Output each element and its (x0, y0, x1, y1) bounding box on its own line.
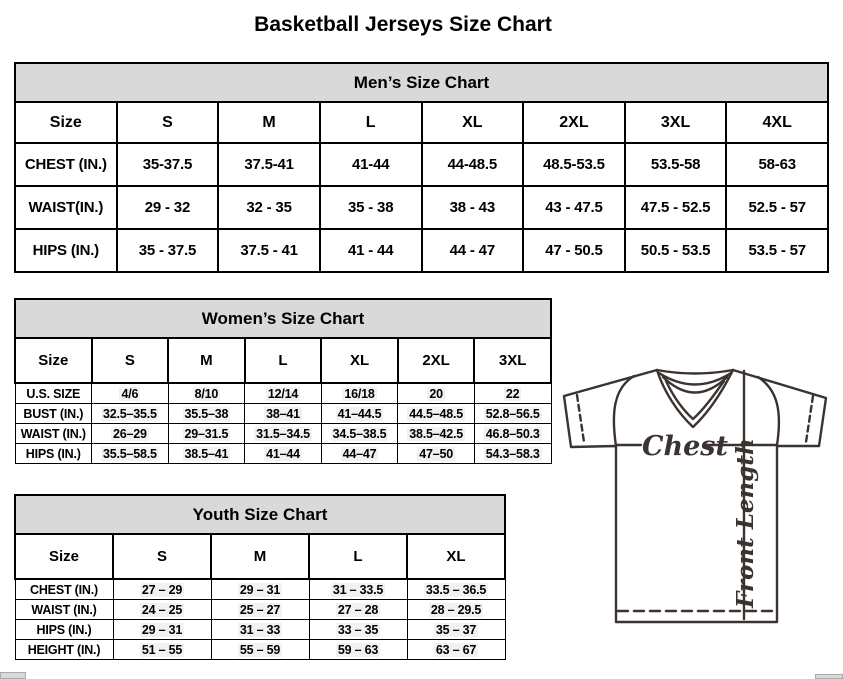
womens-table-cell: 31.5–34.5 (245, 424, 322, 444)
mens-column-header: L (320, 102, 422, 143)
mens-table-cell: 53.5 - 57 (726, 229, 828, 272)
youth-row-label: HEIGHT (IN.) (15, 640, 113, 660)
youth-column-header: M (211, 534, 309, 579)
youth-table-cell: 55 – 59 (211, 640, 309, 660)
womens-row-label: HIPS (IN.) (15, 444, 92, 464)
womens-table-cell: 20 (398, 383, 475, 404)
youth-table-cell: 29 – 31 (211, 579, 309, 600)
womens-table-body (15, 383, 551, 464)
page-title: Basketball Jerseys Size Chart (254, 13, 552, 36)
right-armhole-seam (758, 377, 779, 445)
youth-table-body (15, 579, 505, 660)
womens-table-cell: 54.3–58.3 (474, 444, 551, 464)
youth-row-label: HIPS (IN.) (15, 620, 113, 640)
mens-column-header: Size (15, 102, 117, 143)
womens-column-header: 3XL (474, 338, 551, 383)
youth-table-row (15, 600, 505, 620)
mens-table-cell: 58-63 (726, 143, 828, 186)
youth-title-row (15, 495, 505, 534)
womens-title-row (15, 299, 551, 338)
womens-table-cell: 52.8–56.5 (474, 404, 551, 424)
mens-column-header: M (218, 102, 320, 143)
mens-table-row (15, 143, 828, 186)
mens-table-cell: 37.5-41 (218, 143, 320, 186)
mens-table-cell: 35 - 37.5 (117, 229, 219, 272)
womens-table-cell: 35.5–38 (168, 404, 245, 424)
womens-table-cell: 29–31.5 (168, 424, 245, 444)
mens-table-cell: 48.5-53.5 (523, 143, 625, 186)
womens-row-label: WAIST (IN.) (15, 424, 92, 444)
mens-column-header: 4XL (726, 102, 828, 143)
youth-table-title: Youth Size Chart (15, 495, 505, 534)
womens-table-cell: 38.5–42.5 (398, 424, 475, 444)
youth-row-label: WAIST (IN.) (15, 600, 113, 620)
womens-column-header: 2XL (398, 338, 475, 383)
front-length-label: Front Length (732, 438, 759, 608)
mens-table-cell: 44 - 47 (422, 229, 524, 272)
mens-table-cell: 37.5 - 41 (218, 229, 320, 272)
youth-column-header: L (309, 534, 407, 579)
womens-header-row (15, 338, 551, 383)
womens-table-cell: 44.5–48.5 (398, 404, 475, 424)
womens-table-cell: 47–50 (398, 444, 475, 464)
womens-column-header: S (92, 338, 169, 383)
mens-table-title: Men’s Size Chart (15, 63, 828, 102)
womens-table-cell: 26–29 (92, 424, 169, 444)
mens-table-cell: 43 - 47.5 (523, 186, 625, 229)
mens-table-cell: 52.5 - 57 (726, 186, 828, 229)
youth-column-header: S (113, 534, 211, 579)
left-armhole-seam (614, 376, 634, 446)
youth-table-row (15, 579, 505, 600)
womens-table-row (15, 424, 551, 444)
youth-table-cell: 28 – 29.5 (407, 600, 505, 620)
womens-size-table (14, 298, 552, 464)
womens-table-cell: 46.8–50.3 (474, 424, 551, 444)
right-cuff-dashed-line (806, 396, 813, 442)
mens-table-cell: 41 - 44 (320, 229, 422, 272)
youth-table-cell: 33.5 – 36.5 (407, 579, 505, 600)
youth-table-cell: 29 – 31 (113, 620, 211, 640)
youth-table-cell: 31 – 33 (211, 620, 309, 640)
youth-header-row (15, 534, 505, 579)
womens-table-cell: 12/14 (245, 383, 322, 404)
mens-table-cell: 35 - 38 (320, 186, 422, 229)
mens-table-cell: 32 - 35 (218, 186, 320, 229)
jersey-measurement-diagram (552, 356, 843, 628)
womens-table-cell: 44–47 (321, 444, 398, 464)
womens-column-header: Size (15, 338, 92, 383)
mens-table-row (15, 186, 828, 229)
womens-table-title: Women’s Size Chart (15, 299, 551, 338)
scrollbar-fragment-right[interactable] (815, 674, 843, 679)
womens-table-cell: 34.5–38.5 (321, 424, 398, 444)
womens-column-header: XL (321, 338, 398, 383)
womens-table-cell: 38–41 (245, 404, 322, 424)
mens-table-cell: 47 - 50.5 (523, 229, 625, 272)
womens-table-cell: 38.5–41 (168, 444, 245, 464)
youth-column-header: XL (407, 534, 505, 579)
youth-column-header: Size (15, 534, 113, 579)
womens-table-cell: 41–44.5 (321, 404, 398, 424)
jersey-outline (564, 370, 826, 622)
mens-table-cell: 47.5 - 52.5 (625, 186, 727, 229)
womens-table-cell: 22 (474, 383, 551, 404)
mens-column-header: 2XL (523, 102, 625, 143)
scrollbar-fragment-left[interactable] (0, 672, 26, 679)
womens-column-header: M (168, 338, 245, 383)
womens-table-cell: 8/10 (168, 383, 245, 404)
mens-size-table (14, 62, 829, 273)
mens-column-header: 3XL (625, 102, 727, 143)
left-cuff-dashed-line (577, 395, 584, 442)
mens-table-cell: 35-37.5 (117, 143, 219, 186)
youth-table-cell: 63 – 67 (407, 640, 505, 660)
youth-table-cell: 31 – 33.5 (309, 579, 407, 600)
mens-column-header: S (117, 102, 219, 143)
youth-table-cell: 51 – 55 (113, 640, 211, 660)
youth-size-table (14, 494, 506, 660)
youth-table-cell: 33 – 35 (309, 620, 407, 640)
womens-table-row (15, 404, 551, 424)
womens-table-cell: 41–44 (245, 444, 322, 464)
youth-table-cell: 24 – 25 (113, 600, 211, 620)
mens-row-label: HIPS (IN.) (15, 229, 117, 272)
youth-table-cell: 25 – 27 (211, 600, 309, 620)
womens-row-label: BUST (IN.) (15, 404, 92, 424)
youth-table-cell: 27 – 29 (113, 579, 211, 600)
youth-table-row (15, 620, 505, 640)
womens-column-header: L (245, 338, 322, 383)
womens-table-cell: 35.5–58.5 (92, 444, 169, 464)
youth-table-cell: 35 – 37 (407, 620, 505, 640)
womens-table-row (15, 383, 551, 404)
womens-table-cell: 32.5–35.5 (92, 404, 169, 424)
youth-row-label: CHEST (IN.) (15, 579, 113, 600)
youth-table-cell: 27 – 28 (309, 600, 407, 620)
mens-table-cell: 53.5-58 (625, 143, 727, 186)
mens-table-body (15, 143, 828, 272)
mens-table-row (15, 229, 828, 272)
mens-row-label: WAIST(IN.) (15, 186, 117, 229)
womens-row-label: U.S. SIZE (15, 383, 92, 404)
chest-label: Chest (642, 431, 728, 462)
mens-column-header: XL (422, 102, 524, 143)
youth-table-row (15, 640, 505, 660)
mens-table-cell: 44-48.5 (422, 143, 524, 186)
womens-table-cell: 4/6 (92, 383, 169, 404)
womens-table-row (15, 444, 551, 464)
womens-table-cell: 16/18 (321, 383, 398, 404)
mens-table-cell: 41-44 (320, 143, 422, 186)
mens-table-cell: 29 - 32 (117, 186, 219, 229)
mens-row-label: CHEST (IN.) (15, 143, 117, 186)
mens-header-row (15, 102, 828, 143)
collar-top-line (657, 370, 733, 374)
mens-table-cell: 38 - 43 (422, 186, 524, 229)
mens-title-row (15, 63, 828, 102)
mens-table-cell: 50.5 - 53.5 (625, 229, 727, 272)
youth-table-cell: 59 – 63 (309, 640, 407, 660)
